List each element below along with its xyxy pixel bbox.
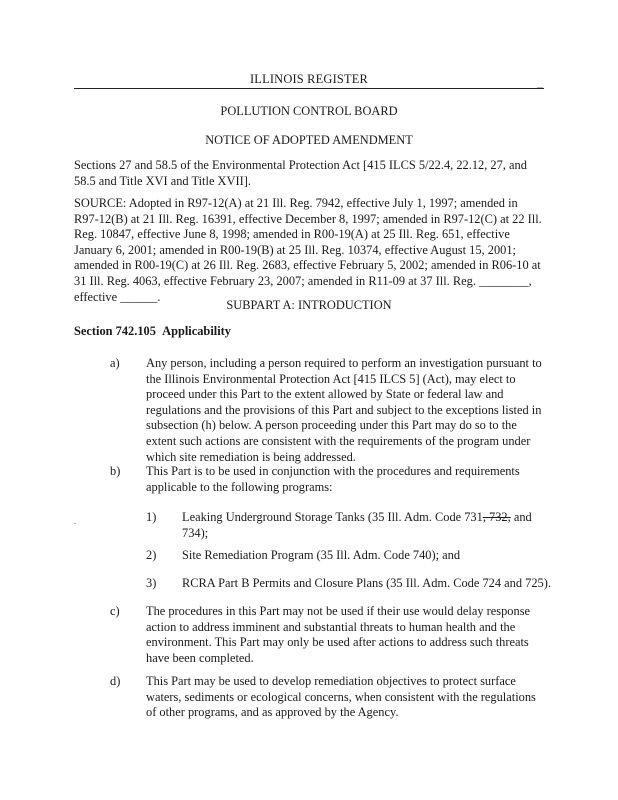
item-b2-label: 2) xyxy=(146,548,157,562)
item-c-label: c) xyxy=(110,604,120,618)
item-b1-text xyxy=(182,510,532,541)
item-a-text: Any person, including a person required to perform an investigation pursuant to the Illinois Environmental Protection Act [415 ILCS 5] (Act), may elect to proceed under this Part to the extent allowed by State or federal law and regulations and the provisions of this Part and subject to the exceptions listed in subsection (h) below. A person proceeding under this Part may do so to the extent such actions are consistent with the requirements of the program under which site remediation is being addressed. xyxy=(146,356,542,464)
item-b1-text-before: Leaking Underground Storage Tanks (35 Ill. Adm. Code 731 xyxy=(182,510,483,524)
item-b3-text: RCRA Part B Permits and Closure Plans (35 Ill. Adm. Code 724 and 725). xyxy=(182,576,551,590)
section-heading xyxy=(74,324,231,339)
margin-mark: . xyxy=(74,517,76,526)
item-b2-text: Site Remediation Program (35 Ill. Adm. Code 740); and xyxy=(182,548,461,562)
header-rule xyxy=(74,88,544,89)
section-title: Applicability xyxy=(162,324,231,338)
header-dots: ... xyxy=(537,81,543,90)
item-c-text: The procedures in this Part may not be used if their use would delay response action to address imminent and substantial threats to human health and the environment. This Part may only be used after actions to address such threats have been completed. xyxy=(146,604,531,665)
item-b1-text-after: and 734); xyxy=(182,510,532,540)
subpart-heading: SUBPART A: INTRODUCTION xyxy=(226,298,392,312)
item-b-label: b) xyxy=(110,464,121,478)
item-d-label: d) xyxy=(110,674,121,688)
notice-title: NOTICE OF ADOPTED AMENDMENT xyxy=(205,133,413,147)
section-number: Section 742.105 xyxy=(74,324,156,338)
item-b3-label: 3) xyxy=(146,576,157,590)
source-paragraph: SOURCE: Adopted in R97-12(A) at 21 Ill. Reg. 7942, effective July 1, 1997; amended in R97-12(B) at 21 Ill. Reg. 16391, effective December 8, 1997; amended in R97-12(C) at 22 Ill. Reg. 10847, effective June 8, 1998; amended in R00-19(A) at 25 Ill. Reg. 651, effective January 6, 2001; amended in R00-19(B) at 25 Ill. Reg. 10374, effective August 15, 2001; amended in R00-19(C) at 26 Ill. Reg. 2683, effective February 5, 2002; amended in R06-10 at 31 Ill. Reg. 4063, effective February 23, 2007; amended in R11-09 at 37 Ill. Reg. ________, effective ______. xyxy=(74,196,542,304)
item-b1-label: 1) xyxy=(146,510,157,524)
register-title: ILLINOIS REGISTER xyxy=(249,72,368,86)
item-b-text: This Part is to be used in conjunction with the procedures and requirements applicable to the following programs: xyxy=(146,464,520,494)
board-name: POLLUTION CONTROL BOARD xyxy=(220,104,398,118)
item-d-text: This Part may be used to develop remediation objectives to protect surface waters, sediments or ecological concerns, when consistent with the regulations of other programs, and as approved by the Agency. xyxy=(146,674,536,720)
item-a-label: a) xyxy=(110,356,120,370)
authority-paragraph: Sections 27 and 58.5 of the Environmental Protection Act [415 ILCS 5/22.4, 22.12, 27, and 58.5 and Title XVI and Title XVII]. xyxy=(74,158,527,188)
item-b1-struck-text: , 732, xyxy=(482,510,511,524)
